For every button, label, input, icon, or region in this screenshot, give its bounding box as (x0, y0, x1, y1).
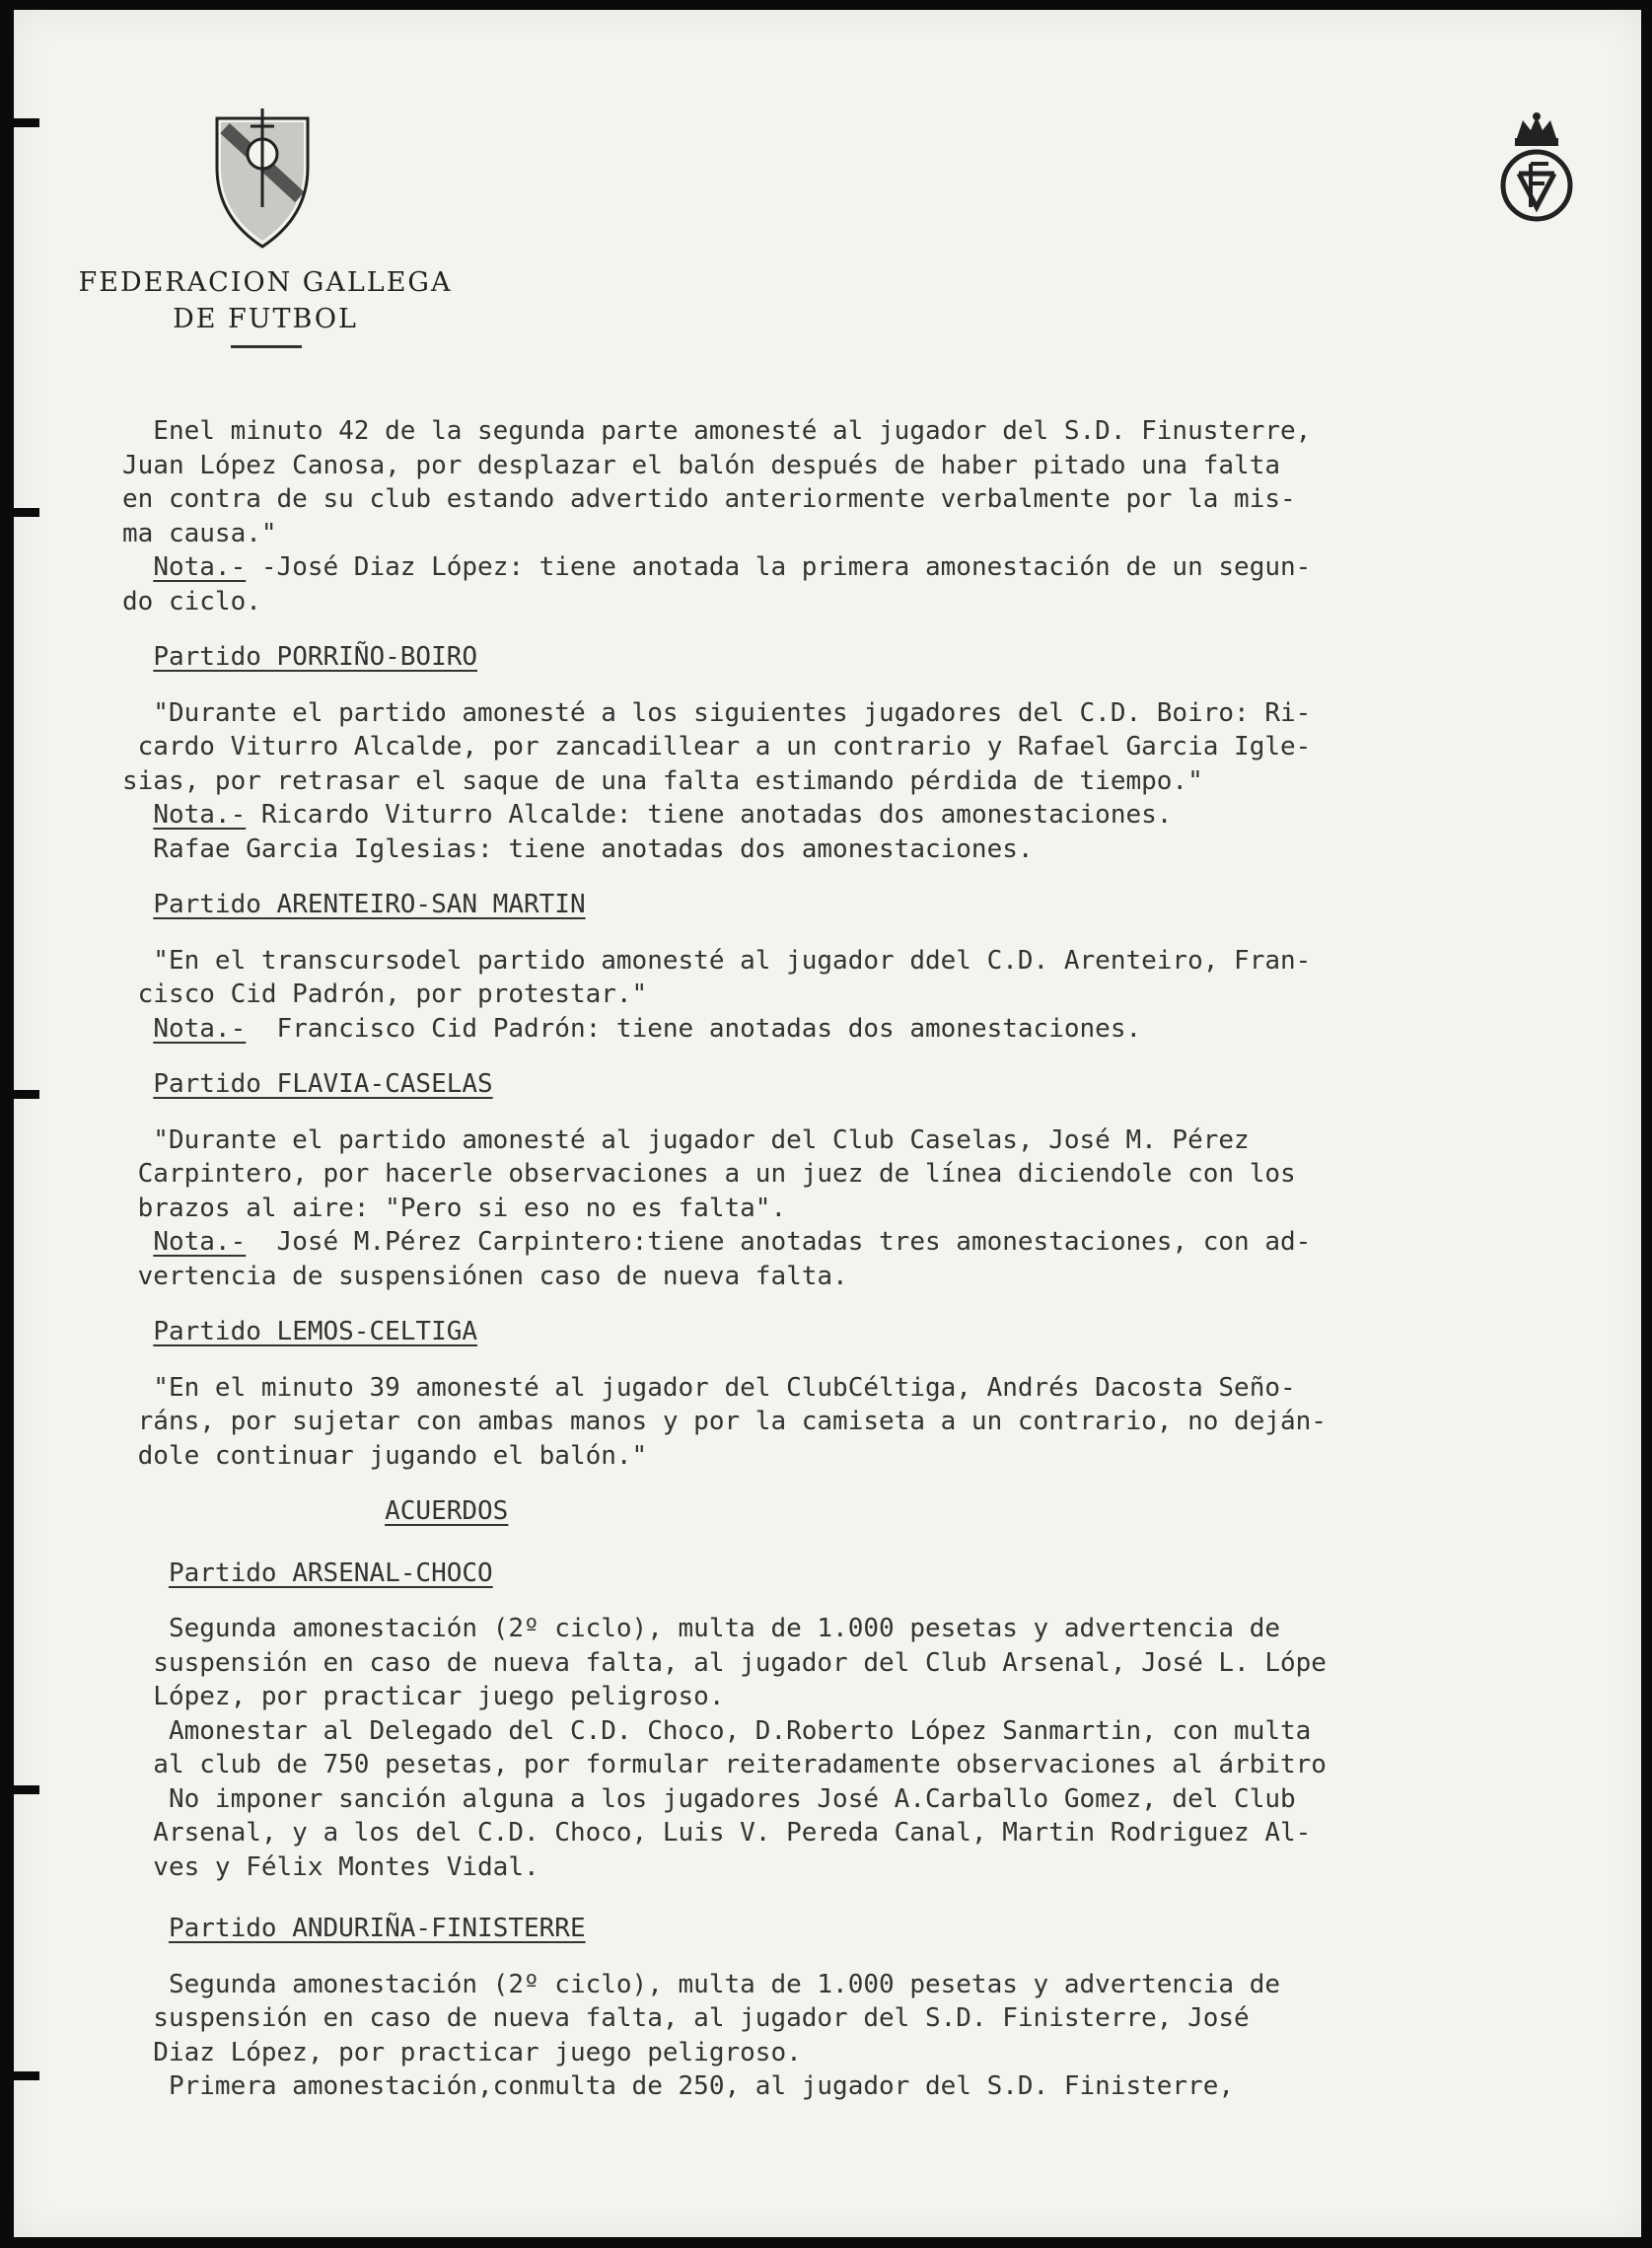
minutes-body (122, 414, 1641, 2104)
match-line: cisco Cid Padrón, por protestar." (122, 979, 648, 1009)
match-heading (122, 888, 1641, 922)
match-line: "En el minuto 39 amonesté al jugador del ClubCéltiga, Andrés Dacosta Seño- (122, 1372, 1296, 1403)
agreements-heading-row (122, 1494, 1641, 1529)
nota-text: José M.Pérez Carpintero:tiene anotadas tres amonestaciones, con ad- (246, 1227, 1312, 1257)
nota-text: Ricardo Viturro Alcalde: tiene anotadas dos amonestaciones. (246, 800, 1173, 830)
match-title: Partido FLAVIA-CASELAS (153, 1069, 493, 1099)
nota-text: -José Diaz López: tiene anotada la primera amonestación de un segun- (246, 552, 1312, 582)
match-title: Partido ARENTEIRO-SAN MARTIN (153, 890, 586, 919)
binder-tab (14, 2071, 39, 2080)
match-line: sias, por retrasar el saque de una falta estimando pérdida de tiempo." (122, 765, 1203, 796)
match-nota (122, 1225, 1641, 1260)
agreement-line: López, por practicar juego peligroso. (122, 1682, 725, 1711)
agreement-line: Amonestar al Delegado del C.D. Choco, D.Roberto López Sanmartin, con multa (122, 1715, 1312, 1746)
binder-tab (14, 1785, 39, 1794)
agreement-title: Partido ARSENAL-CHOCO (168, 1558, 493, 1588)
nota-text: Francisco Cid Padrón: tiene anotadas dos amonestaciones. (246, 1013, 1142, 1044)
galician-shield-logo-icon (211, 109, 314, 252)
match-heading (122, 1067, 1641, 1102)
match-line: Carpintero, por hacerle observaciones a un juez de línea diciendole con los (122, 1159, 1296, 1189)
federation-name-line1: FEDERACION GALLEGA (78, 267, 453, 298)
agreement-line: Diaz López, por practicar juego peligroso. (122, 2037, 802, 2067)
nota-label: Nota.- (153, 800, 247, 830)
match-title: Partido PORRIÑO-BOIRO (153, 642, 478, 672)
match-line: ráns, por sujetar con ambas manos y por la camiseta a un contrario, no deján- (122, 1407, 1327, 1436)
nota-text: Rafae Garcia Iglesias: tiene anotadas dos amonestaciones. (122, 834, 1034, 864)
agreement-heading (122, 1912, 1641, 1946)
intro-line: Juan López Canosa, por desplazar el balón después de haber pitado una falta (122, 450, 1280, 480)
agreement-title: Partido ANDURIÑA-FINISTERRE (168, 1914, 586, 1943)
agreement-line: Segunda amonestación (2º ciclo), multa de 1.000 pesetas y advertencia de (122, 1614, 1280, 1643)
agreements-heading: ACUERDOS (385, 1496, 509, 1526)
intro-line: en contra de su club estando advertido anteriormente verbalmente por la mis- (122, 484, 1296, 514)
agreement-line: al club de 750 pesetas, por formular reiteradamente observaciones al árbitro (122, 1750, 1327, 1779)
nota-text: do ciclo. (122, 586, 261, 616)
agreement-line: ves y Félix Montes Vidal. (122, 1851, 539, 1882)
match-nota (122, 1012, 1641, 1047)
binder-tab (14, 1090, 39, 1099)
agreement-heading (122, 1557, 1641, 1591)
nota-label: Nota.- (153, 552, 247, 582)
nota-label: Nota.- (153, 1013, 247, 1044)
match-line: "En el transcursodel partido amonesté al jugador ddel C.D. Arenteiro, Fran- (122, 945, 1312, 976)
agreement-line: Arsenal, y a los del C.D. Choco, Luis V. Pereda Canal, Martin Rodriguez Al- (122, 1818, 1312, 1848)
match-line: "Durante el partido amonesté al jugador del Club Caselas, José M. Pérez (122, 1124, 1250, 1155)
match-line: "Durante el partido amonesté a los siguientes jugadores del C.D. Boiro: Ri- (122, 697, 1312, 728)
agreement-line: suspensión en caso de nueva falta, al jugador del Club Arsenal, José L. Lópe (122, 1647, 1327, 1678)
royal-crown-emblem-icon (1491, 109, 1582, 229)
federation-name-line2: DE FUTBOL (173, 304, 358, 334)
agreement-line: Segunda amonestación (2º ciclo), multa de 1.000 pesetas y advertencia de (122, 1969, 1280, 1999)
match-title: Partido LEMOS-CELTIGA (153, 1317, 478, 1346)
intro-line: ma causa." (122, 518, 277, 548)
federation-name (63, 264, 467, 337)
agreement-line: suspensión en caso de nueva falta, al jugador del S.D. Finisterre, José (122, 2003, 1250, 2033)
agreement-line: No imponer sanción alguna a los jugadores José A.Carballo Gomez, del Club (122, 1783, 1296, 1814)
agreement-line: Primera amonestación,conmulta de 250, al jugador del S.D. Finisterre, (122, 2071, 1235, 2101)
match-nota (122, 798, 1641, 833)
match-heading (122, 640, 1641, 675)
nota-text: vertencia de suspensiónen caso de nueva falta. (122, 1261, 848, 1291)
binder-tab (14, 118, 39, 127)
match-heading (122, 1315, 1641, 1349)
header-divider (231, 345, 302, 348)
intro-nota (122, 550, 1641, 585)
intro-line: Enel minuto 42 de la segunda parte amonesté al jugador del S.D. Finusterre, (122, 416, 1312, 446)
binder-tab (14, 508, 39, 517)
document-page (14, 10, 1641, 2237)
nota-label: Nota.- (153, 1227, 247, 1257)
match-line: dole continuar jugando el balón." (122, 1440, 648, 1471)
match-line: brazos al aire: "Pero si eso no es falta". (122, 1193, 787, 1223)
match-line: cardo Viturro Alcalde, por zancadillear a un contrario y Rafael Garcia Igle- (122, 732, 1312, 761)
